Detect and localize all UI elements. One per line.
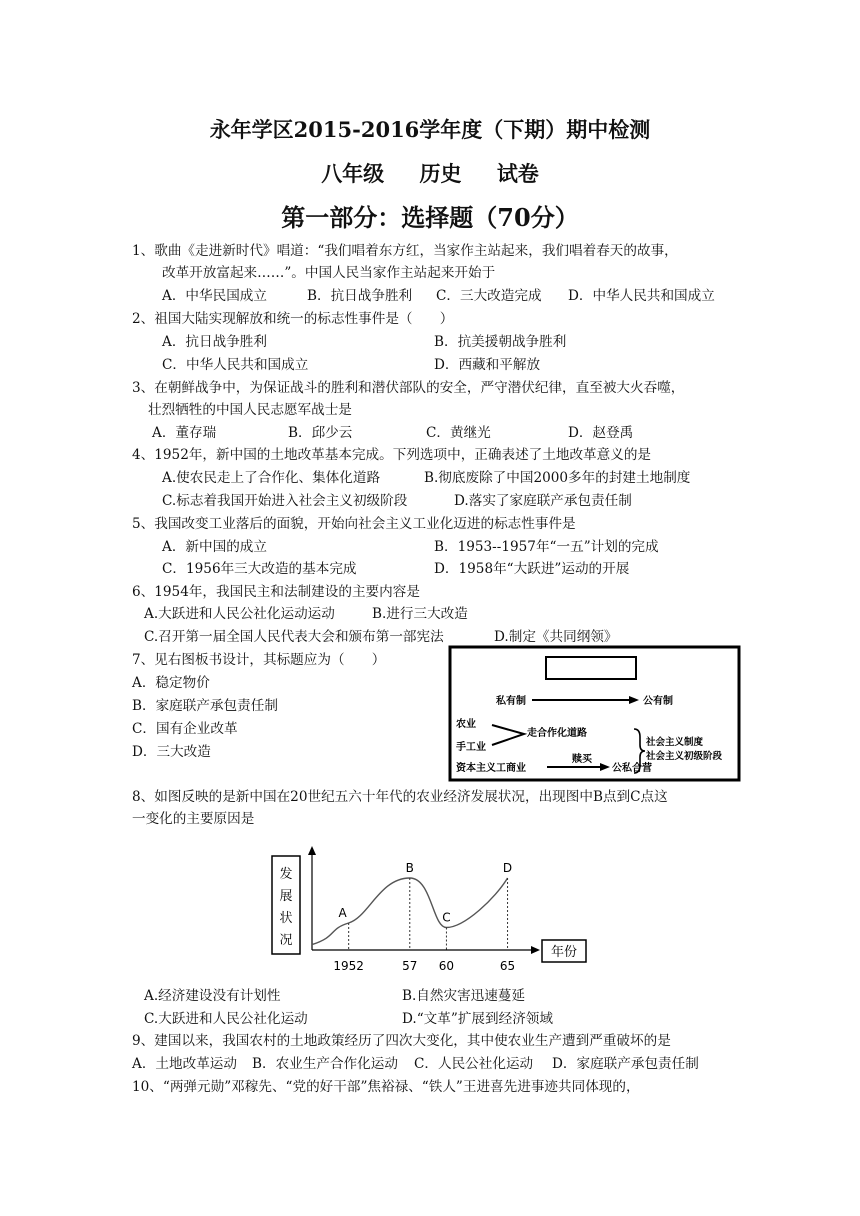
handicraft-label: 手工业 — [456, 742, 486, 753]
question-6-line-1: 6、1954年，我国民主和法制建设的主要内容是 — [132, 584, 420, 600]
question-2-option-a: A．抗日战争胜利 — [162, 334, 267, 350]
grade-label: 八年级 — [321, 161, 385, 186]
question-5-option-c: C．1956年三大改造的基本完成 — [162, 561, 357, 577]
public-ownership-label: 公有制 — [643, 696, 673, 707]
question-6-option-c: C.召开第一届全国人民代表大会和颁布第一部宪法 — [144, 629, 444, 645]
point-label-c: C — [442, 910, 451, 925]
question-9-option-c: C．人民公社化运动 — [414, 1056, 534, 1072]
tick-label: 65 — [499, 959, 516, 973]
agriculture-line-chart — [262, 844, 622, 974]
tick-label: 60 — [438, 959, 455, 973]
blackboard-diagram — [448, 645, 742, 783]
question-2-option-d: D．西藏和平解放 — [434, 357, 541, 373]
chart-xlabel: 年份 — [550, 945, 578, 960]
question-4-line-1: 4、1952年，新中国的土地改革基本完成。下列选项中，正确表述了土地改革意义的是 — [132, 447, 652, 463]
question-6-option-d: D.制定《共同纲领》 — [494, 629, 618, 645]
question-8-line-1: 8、如图反映的是新中国在20世纪五六十年代的农业经济发展状况，出现图中B点到C点这 — [132, 789, 668, 805]
question-3-option-a: A．董存瑞 — [152, 425, 217, 441]
tick-label: 57 — [402, 959, 418, 973]
question-2-option-b: B．抗美援朝战争胜利 — [434, 334, 567, 350]
question-4-option-d: D.落实了家庭联产承包责任制 — [454, 493, 632, 509]
question-1-option-a: A．中华民国成立 — [162, 288, 267, 304]
point-label-a: A — [338, 906, 347, 920]
question-10-line-1: 10、“两弹元勋”邓稼先、“党的好干部”焦裕禄、“铁人”王进喜先进事迹共同体现的， — [132, 1079, 640, 1095]
question-5-option-b: B．1953--1957年“一五”计划的完成 — [434, 539, 659, 555]
question-7-option-d: D．三大改造 — [132, 744, 211, 760]
question-3-line-2: 壮烈牺牲的中国人民志愿军战士是 — [148, 402, 352, 418]
question-3-option-d: D．赵登禹 — [568, 425, 634, 441]
question-8-line-2: 一变化的主要原因是 — [132, 811, 255, 827]
question-4-option-a: A.使农民走上了合作化、集体化道路 — [162, 470, 381, 486]
private-ownership-label: 私有制 — [496, 696, 526, 707]
agriculture-label: 农业 — [456, 719, 476, 730]
ylabel-char: 发 — [279, 867, 293, 882]
exam-title: 永年学区2015-2016学年度（下期）期中检测 — [209, 117, 651, 142]
question-5-line-1: 5、我国改变工业落后的面貌，开始向社会主义工业化迈进的标志性事件是 — [132, 516, 576, 532]
tick-label: 1952 — [333, 959, 364, 973]
question-5-option-a: A．新中国的成立 — [162, 539, 267, 555]
capitalist-industry-label: 资本主义工商业 — [456, 763, 526, 774]
point-label-b: B — [405, 861, 414, 875]
joint-venture-label: 公私合营 — [612, 763, 652, 774]
question-8-option-d: D.“文革”扩展到经济领域 — [402, 1011, 553, 1027]
question-9-option-b: B．农业生产合作化运动 — [252, 1056, 398, 1072]
primary-stage-label: 社会主义初级阶段 — [646, 751, 723, 762]
question-9-line-1: 9、建国以来，我国农村的土地政策经历了四次大变化，其中使农业生产遭到严重破坏的是 — [132, 1033, 671, 1049]
question-1-option-b: B．抗日战争胜利 — [307, 288, 413, 304]
question-8-option-a: A.经济建设没有计划性 — [144, 988, 281, 1004]
question-7-option-b: B．家庭联产承包责任制 — [132, 698, 278, 714]
blank-title-box — [546, 657, 636, 679]
question-1-option-c: C．三大改造完成 — [436, 288, 542, 304]
question-7-option-a: A．稳定物价 — [132, 675, 210, 691]
section-title: 第一部分：选择题（70分） — [281, 203, 579, 232]
question-3-option-b: B．邱少云 — [288, 425, 353, 441]
question-9-option-d: D．家庭联产承包责任制 — [552, 1056, 699, 1072]
question-6-option-b: B.进行三大改造 — [372, 606, 468, 622]
question-8-option-b: B.自然灾害迅速蔓延 — [402, 988, 526, 1004]
question-8-option-c: C.大跃进和人民公社化运动 — [144, 1011, 308, 1027]
question-4-option-c: C.标志着我国开始进入社会主义初级阶段 — [162, 493, 408, 509]
point-label-d: D — [502, 861, 513, 875]
ylabel-char: 展 — [279, 889, 293, 904]
ylabel-char: 状 — [279, 911, 293, 926]
question-9-option-a: A．土地改革运动 — [132, 1056, 237, 1072]
question-2-option-c: C．中华人民共和国成立 — [162, 357, 309, 373]
question-7-line-1: 7、见右图板书设计，其标题应为（ ） — [132, 652, 386, 668]
paper-label: 试卷 — [496, 161, 539, 186]
exam-subtitle — [0, 158, 860, 188]
question-6-option-a: A.大跃进和人民公社化运动运动 — [144, 606, 335, 622]
socialist-system-label: 社会主义制度 — [646, 737, 704, 748]
question-5-option-d: D．1958年“大跃进”运动的开展 — [434, 561, 630, 577]
cooperation-path-label: 走合作化道路 — [527, 728, 587, 739]
ylabel-char: 况 — [279, 933, 293, 948]
y-axis-arrow — [308, 846, 316, 855]
question-7-option-c: C．国有企业改革 — [132, 721, 238, 737]
question-1-line-1: 1、歌曲《走进新时代》唱道：“我们唱着东方红，当家作主站起来，我们唱着春天的故事， — [132, 243, 678, 259]
question-1-option-d: D．中华人民共和国成立 — [568, 288, 715, 304]
buyout-label: 赎买 — [572, 754, 592, 765]
x-axis-arrow — [531, 946, 540, 954]
question-1-line-2: 改革开放富起来……”。中国人民当家作主站起来开始于 — [162, 265, 496, 281]
question-2-line-1: 2、祖国大陆实现解放和统一的标志性事件是（ ） — [132, 311, 454, 327]
subject-label: 历史 — [419, 161, 462, 186]
question-4-option-b: B.彻底废除了中国2000多年的封建土地制度 — [424, 470, 691, 486]
question-3-line-1: 3、在朝鲜战争中，为保证战斗的胜利和潜伏部队的安全，严守潜伏纪律，直至被大火吞噬， — [132, 380, 685, 396]
question-3-option-c: C．黄继光 — [426, 425, 491, 441]
